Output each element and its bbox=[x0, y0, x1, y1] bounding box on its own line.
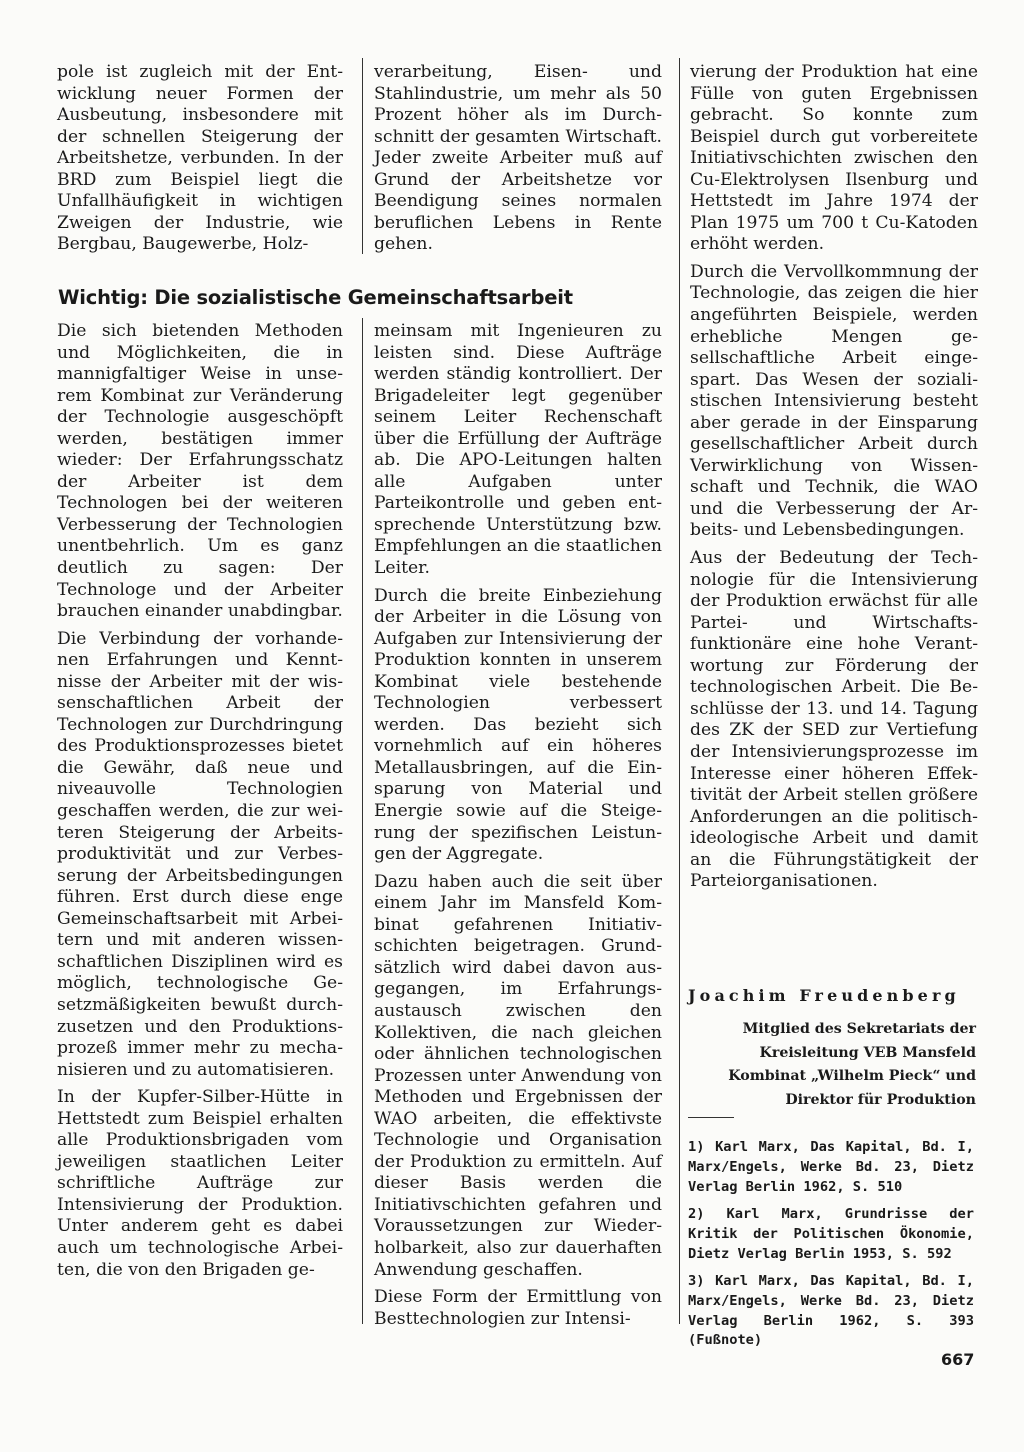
paragraph: Diese Form der Ermittlung von Besttechnologien zur Intensi- bbox=[374, 1287, 662, 1329]
paragraph: meinsam mit Ingenieuren zu leisten sind. Diese Aufträge werden ständig kontrolliert. Der Brigadeleiter legt gegenüber seinem Leiter Rechenschaft über die Erfüllung der Aufträge ab. Die APO-Leitungen halten alle Aufgaben unter Parteikontrolle und geben entsprechende Unterstützung bzw. Empfehlungen an die staatlichen Leiter. bbox=[374, 321, 662, 579]
paragraph: Dazu haben auch die seit über einem Jahr im Mansfeld Kombinat gefahrenen Initiativschichten beigetragen. Grundsätzlich wird dabei davon ausgegangen, im Erfahrungsaustausch zwischen den Kollektiven, die nach gleichen oder ähnlichen technologischen Prozessen unter Anwendung von Methoden und Ergebnissen der WAO arbeiten, die effektivste Technologie und Organisation der Produktion zu ermitteln. Auf dieser Basis werden die Initiativschichten gefahren und Voraussetzungen zur Wiederholbarkeit, also zur dauerhaften Anwendung geschaffen. bbox=[374, 871, 662, 1280]
column-divider bbox=[679, 58, 680, 1324]
column-divider bbox=[362, 318, 363, 1324]
paragraph: In der Kupfer-Silber-Hütte in Hettstedt zum Beispiel erhalten alle Produktionsbrigaden vom jeweiligen staatlichen Leiter schriftliche Aufträge zur Intensivierung der Produktion. Unter anderem geht es dabei auch um technologische Arbeiten, die von den Brigaden ge- bbox=[57, 1087, 343, 1280]
paragraph: Die sich bietenden Methoden und Möglichkeiten, die in mannigfaltiger Weise in unserem Kombinat zur Veränderung der Technologie ausgeschöpft werden, bestätigen immer wieder: Der Erfahrungsschatz der Arbeiter ist dem Technologen bei der weiteren Verbesserung der Technologien unentbehrlich. Um es ganz deutlich zu sagen: Der Technologe und der Arbeiter brauchen einander unabdingbar. bbox=[57, 321, 343, 622]
paragraph: Durch die Vervollkommnung der Technologie, das zeigen die hier angeführten Beispiele, werden erhebliche Mengen gesellschaftliche Arbeit eingespart. Das Wesen der sozialistischen Intensivierung besteht aber gerade in der Einsparung gesellschaftlicher Arbeit durch Verwirklichung von Wissenschaft und Technik, die WAO und die Verbesserung der Arbeits- und Lebensbedingungen. bbox=[690, 261, 978, 541]
footnote: 2) Karl Marx, Grundrisse der Kritik der Politischen Ökonomie, Dietz Verlag Berlin 1953, S. 592 bbox=[688, 1206, 974, 1262]
page-number: 667 bbox=[941, 1350, 975, 1369]
paragraph: Die Verbindung der vorhandenen Erfahrungen und Kenntnisse der Arbeiter mit der wissenschaftlichen Arbeit der Technologen zur Durchdringung des Produktionsprozesses bietet die Gewähr, daß neue und niveauvolle Technologien geschaffen werden, die zur weiteren Steigerung der Arbeitsproduktivität und zur Verbesserung der Arbeitsbedingungen führen. Erst durch diese enge Gemeinschaftsarbeit mit Arbeitern und mit anderen wissenschaftlichen Disziplinen wird es möglich, technologische Gesetzmäßigkeiten bewußt durchzusetzen und den Produktionsprozeß immer mehr zu mechanisieren und zu automatisieren. bbox=[57, 628, 343, 1080]
paragraph: pole ist zugleich mit der Entwicklung neuer Formen der Ausbeutung, insbesondere mit der schnellen Steigerung der Arbeitshetze, verbunden. In der BRD zum Beispiel liegt die Unfallhäufigkeit in wichtigen Zweigen der Industrie, wie Bergbau, Baugewerbe, Holz- bbox=[57, 62, 343, 255]
footnote-separator bbox=[688, 1117, 734, 1118]
author-name: Joachim Freudenberg bbox=[688, 986, 960, 1005]
footnote: 3) Karl Marx, Das Kapital, Bd. I, Marx/Engels, Werke Bd. 23, Dietz Verlag Berlin 1962, S. 393 (Fußnote) bbox=[688, 1273, 974, 1349]
column-divider bbox=[362, 58, 363, 254]
top-column-1 bbox=[57, 62, 343, 262]
article-column-2 bbox=[374, 321, 662, 1336]
top-column-2 bbox=[374, 62, 662, 262]
paragraph: Aus der Bedeutung der Technologie für die Intensivierung der Produktion erwächst für alle Partei- und Wirtschaftsfunktionäre eine hohe Verantwortung zur Förderung der technologischen Arbeit. Die Beschlüsse der 13. und 14. Tagung des ZK der SED zur Vertiefung der Intensivierungsprozesse im Interesse einer höheren Effektivität der Arbeit stellen größere Anforderungen an die politisch-ideologische Arbeit und damit an die Führungstätigkeit der Parteiorganisationen. bbox=[690, 548, 978, 892]
paragraph: verarbeitung, Eisen- und Stahlindustrie, um mehr als 50 Prozent höher als im Durchschnitt der gesamten Wirtschaft. Jeder zweite Arbeiter muß auf Grund der Arbeitshetze vor Beendigung seines normalen beruflichen Lebens in Rente gehen. bbox=[374, 62, 662, 255]
footnote: 1) Karl Marx, Das Kapital, Bd. I, Marx/Engels, Werke Bd. 23, Dietz Verlag Berlin 1962, S. 510 bbox=[688, 1139, 974, 1195]
article-column-3 bbox=[690, 62, 978, 899]
paragraph: Durch die breite Einbeziehung der Arbeiter in die Lösung von Aufgaben zur Intensivierung der Produktion konnten in unserem Kombinat viele bestehende Technologien verbessert werden. Das bezieht sich vornehmlich auf ein höheres Metallausbringen, auf die Einsparung von Material und Energie sowie auf die Steigerung der spezifischen Leistungen der Aggregate. bbox=[374, 585, 662, 865]
section-heading: Wichtig: Die sozialistische Gemeinschaftsarbeit bbox=[58, 286, 573, 309]
paragraph: vierung der Produktion hat eine Fülle von guten Ergebnissen gebracht. So konnte zum Beispiel durch gut vorbereitete Initiativschichten zwischen den Cu-Elektrolysen Ilsenburg und Hettstedt im Jahre 1974 der Plan 1975 um 700 t Cu-Katoden erhöht werden. bbox=[690, 62, 978, 255]
article-column-1 bbox=[57, 321, 343, 1287]
author-affiliation: Mitglied des Sekretariats der Kreisleitung VEB Mansfeld Kombinat „Wilhelm Pieck“ und Direktor für Produktion bbox=[728, 1021, 976, 1109]
